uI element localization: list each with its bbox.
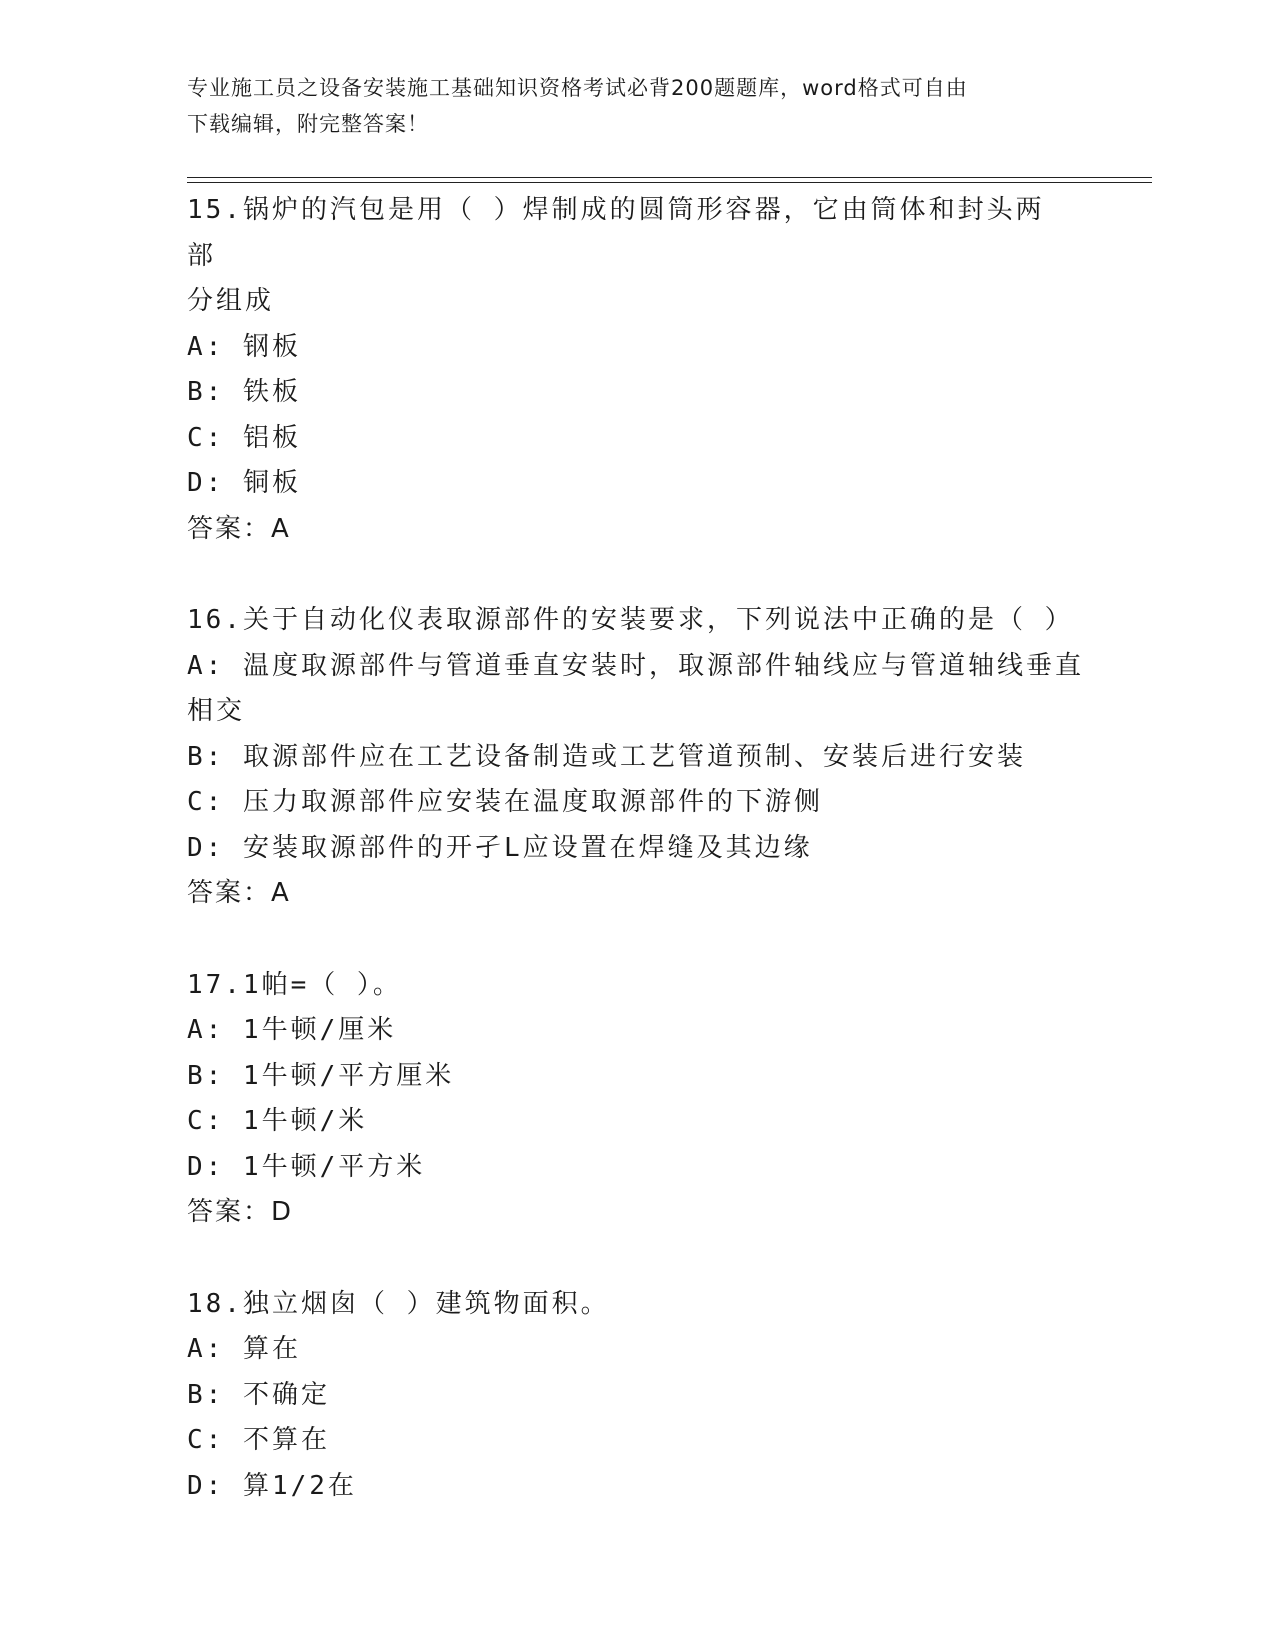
question-stem: 15.锅炉的汽包是用（ ）焊制成的圆筒形容器，它由筒体和封头两部 xyxy=(187,195,1045,271)
option-b: B: 铁板 xyxy=(187,377,301,407)
option-d: D: 1牛顿/平方米 xyxy=(187,1151,426,1182)
header-line-2: 下载编辑，附完整答案！ xyxy=(187,112,429,136)
option-c: C: 压力取源部件应安装在温度取源部件的下游侧 xyxy=(187,787,823,817)
header-divider-top xyxy=(187,177,1152,178)
question-stem: 17.1帕=（ ）。 xyxy=(187,969,402,1000)
option-b: B: 取源部件应在工艺设备制造或工艺管道预制、安装后进行安装 xyxy=(187,741,1026,772)
question-stem-continued: 分组成 xyxy=(187,286,275,316)
header-line-1: 专业施工员之设备安装施工基础知识资格考试必背200题题库，word格式可自由 xyxy=(187,76,968,100)
answer-line: 答案：D xyxy=(187,1197,294,1227)
option-c: C: 铝板 xyxy=(187,422,301,453)
question-stem: 18.独立烟囱（ ）建筑物面积。 xyxy=(187,1288,610,1319)
option-a-continued: 相交 xyxy=(187,696,246,726)
answer-line: 答案：A xyxy=(187,878,291,908)
option-b: B: 1牛顿/平方厘米 xyxy=(187,1060,455,1091)
option-a: A: 1牛顿/厘米 xyxy=(187,1015,397,1045)
option-b: B: 不确定 xyxy=(187,1379,330,1410)
question-15 xyxy=(187,188,1087,552)
question-stem: 16.关于自动化仪表取源部件的安装要求，下列说法中正确的是（ ） xyxy=(187,605,1074,635)
question-list xyxy=(187,188,1087,1555)
option-a: A: 钢板 xyxy=(187,331,301,362)
question-17 xyxy=(187,963,1087,1236)
option-a: A: 算在 xyxy=(187,1334,301,1364)
answer-line: 答案：A xyxy=(187,513,291,544)
option-c: C: 不算在 xyxy=(187,1425,330,1455)
header-divider-bottom xyxy=(187,182,1152,183)
option-d: D: 安装取源部件的开孑L应设置在焊缝及其边缘 xyxy=(187,832,813,863)
option-d: D: 算1/2在 xyxy=(187,1470,357,1501)
document-header xyxy=(187,70,1067,142)
option-c: C: 1牛顿/米 xyxy=(187,1106,368,1136)
option-d: D: 铜板 xyxy=(187,468,301,498)
question-16 xyxy=(187,598,1087,917)
question-18 xyxy=(187,1282,1087,1510)
option-a: A: 温度取源部件与管道垂直安装时，取源部件轴线应与管道轴线垂直 xyxy=(187,650,1084,681)
